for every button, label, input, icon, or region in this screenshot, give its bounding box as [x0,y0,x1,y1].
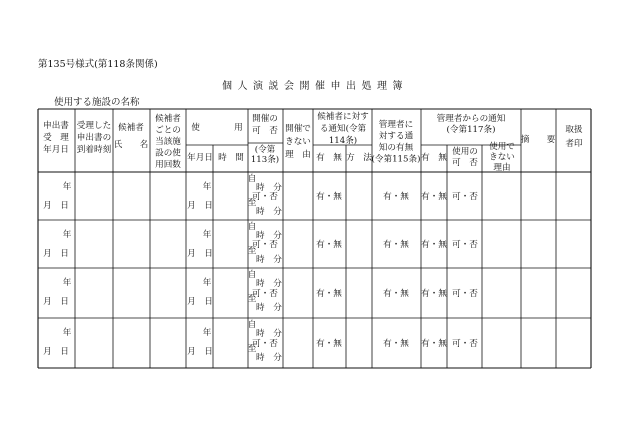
row-time-from: 自 [247,174,257,184]
header-candidate-notice-status: 有 無 [316,153,342,163]
row-month-day: 月 日 [43,249,69,259]
header-unavailable-reason: 開催で [285,124,311,134]
row-time-end: 時 分 [256,255,282,265]
row-candidate-notice-status: 有・無 [316,240,342,250]
row-time-to: 至 [247,344,257,354]
header-availability-article: 113条) [250,155,280,165]
header-submission-date: 年月日 [43,145,69,155]
row-time-end: 時 分 [256,207,282,217]
row-year: 年 [62,278,72,288]
row-year: 年 [62,230,72,240]
header-usage-time: 時 間 [218,153,244,163]
header-usage-count: 設の使 [155,148,181,159]
row-usage-year: 年 [202,328,212,338]
row-time-start: 時 分 [256,183,282,193]
row-time-end: 時 分 [256,353,282,363]
header-candidate-notice-method: 方 法 [346,153,372,163]
header-manager-notice: 知の有無 [378,143,414,153]
row-usage-year: 年 [202,230,212,240]
header-manager-reply: (令第117条) [446,125,496,135]
header-usage-count: 当該施 [155,137,181,147]
row-availability: 可・否 [252,240,278,250]
document-title: 個人演説会開催申出処理簿 [222,81,408,92]
header-availability: 開催の [252,114,278,124]
row-time-to: 至 [247,198,257,208]
row-time-from: 自 [247,320,257,330]
header-handler-seal: 取扱 [565,125,583,135]
row-manager-reply-status: 有・無 [421,339,447,349]
header-usage-date: 年月日 [187,153,213,163]
row-candidate-notice-status: 有・無 [316,192,342,202]
row-usage-month-day: 月 日 [187,201,213,211]
row-manager-notice-status: 有・無 [383,289,409,299]
header-usage-count: ごとの [155,125,181,136]
header-handler-seal: 者印 [565,139,583,149]
row-month-day: 月 日 [43,347,69,357]
row-candidate-notice-status: 有・無 [316,339,342,349]
row-availability: 可・否 [252,339,278,349]
row-manager-reply-status: 有・無 [421,289,447,299]
row-time-start: 時 分 [256,329,282,339]
row-usage-month-day: 月 日 [187,347,213,357]
header-candidate-notice: る通知(令第 [319,124,367,134]
header-candidate-notice: 候補者に対す [317,112,369,122]
row-time-end: 時 分 [256,303,282,313]
row-availability: 可・否 [252,192,278,202]
header-manager-reply-reason: 理由 [493,163,511,173]
row-candidate-notice-status: 有・無 [316,289,342,299]
header-usage-count: 用回数 [155,160,181,170]
header-manager-notice: 管理者に [378,120,414,130]
header-candidate-notice: 114条) [328,136,358,146]
row-manager-reply-availability: 可・否 [452,339,478,349]
header-receipt-time: 申出書の [76,133,112,143]
form-number: 第135号様式(第118条関係) [38,59,158,70]
header-availability-article: (令第 [254,145,276,155]
header-manager-reply-reason: きない [489,152,515,163]
row-usage-month-day: 月 日 [187,249,213,259]
header-manager-reply-reason: 使用で [489,142,515,152]
row-time-start: 時 分 [256,279,282,289]
header-availability: 可 否 [252,126,278,136]
header-manager-reply: 管理者からの通知 [436,114,506,124]
header-unavailable-reason: 理 由 [285,150,311,160]
row-manager-notice-status: 有・無 [383,240,409,250]
header-candidate-name: 候補者 [118,123,144,133]
row-usage-year: 年 [202,278,212,288]
row-availability: 可・否 [252,289,278,299]
row-manager-notice-status: 有・無 [383,339,409,349]
header-manager-reply-status: 有 無 [421,153,447,163]
row-time-from: 自 [247,222,257,232]
header-manager-reply-availability: 可 否 [452,158,478,168]
row-year: 年 [62,182,72,192]
row-month-day: 月 日 [43,201,69,211]
row-manager-reply-status: 有・無 [421,192,447,202]
row-manager-notice-status: 有・無 [383,192,409,202]
header-manager-reply-availability: 使用の [452,147,478,157]
row-usage-month-day: 月 日 [187,297,213,307]
header-unavailable-reason: きない [285,137,311,147]
row-time-to: 至 [247,294,257,304]
row-manager-reply-availability: 可・否 [452,289,478,299]
row-usage-year: 年 [202,182,212,192]
header-submission-date: 申出書 [43,121,69,131]
row-month-day: 月 日 [43,297,69,307]
header-submission-date: 受 理 [43,133,69,143]
row-manager-reply-availability: 可・否 [452,240,478,250]
row-manager-reply-status: 有・無 [421,240,447,250]
header-remarks: 摘 要 [520,135,556,145]
header-receipt-time: 到着時刻 [76,145,112,155]
row-year: 年 [62,328,72,338]
header-candidate-name: 氏 名 [113,140,149,150]
header-usage: 使 用 [191,123,243,133]
row-time-to: 至 [247,246,257,256]
row-manager-reply-availability: 可・否 [452,192,478,202]
header-receipt-time: 受理した [76,121,112,131]
header-usage-count: 候補者 [155,114,181,124]
facility-name-label: 使用する施設の名称 [54,97,140,108]
header-manager-notice: (令第115条) [371,154,421,165]
header-manager-notice: 対する通 [378,131,414,142]
row-time-start: 時 分 [256,231,282,241]
row-time-from: 自 [247,270,257,280]
